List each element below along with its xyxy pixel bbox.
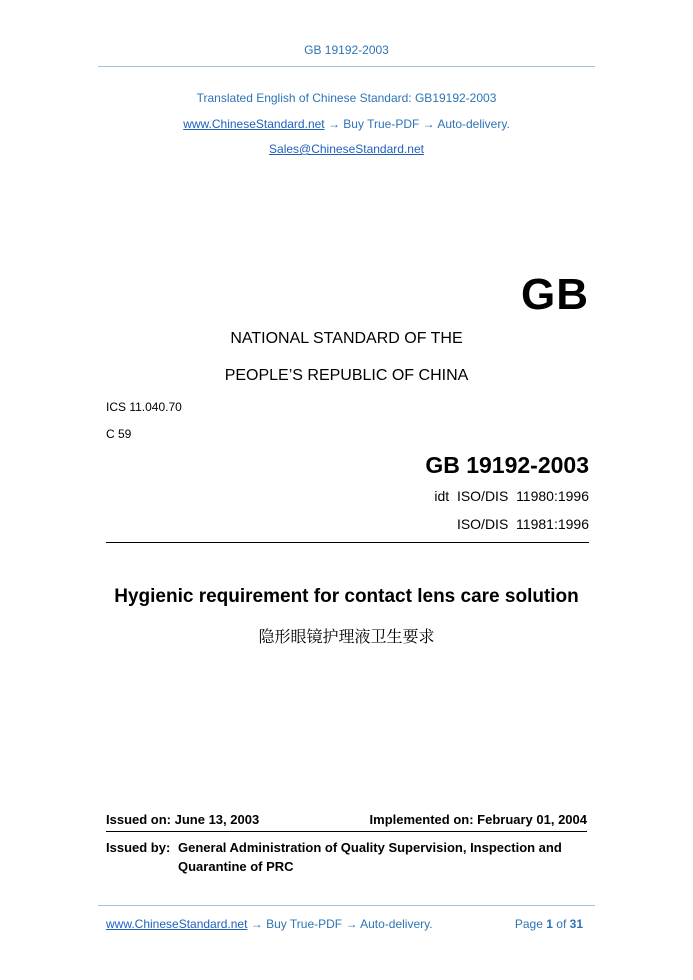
header-site-link[interactable]: www.ChineseStandard.net <box>183 117 325 131</box>
idt-line-1: idt ISO/DIS 11980:1996 <box>434 488 589 504</box>
national-standard-line1: NATIONAL STANDARD OF THE <box>230 330 463 347</box>
page-total: 31 <box>569 917 583 931</box>
page-of: of <box>556 917 567 931</box>
sales-email-link[interactable]: Sales@ChineseStandard.net <box>269 142 424 156</box>
implemented-on: Implemented on: February 01, 2004 <box>369 812 587 827</box>
ics-code: ICS 11.040.70 <box>106 400 182 414</box>
idt-line-2: ISO/DIS 11981:1996 <box>456 516 589 532</box>
footer-link-line <box>106 917 433 931</box>
gb-mark: GB <box>521 270 589 319</box>
header-rule <box>98 66 595 67</box>
running-header: GB 19192-2003 <box>304 43 389 57</box>
footer-buy-text: → Buy True-PDF → Auto-delivery. <box>247 917 433 931</box>
issued-by-line-2: Quarantine of PRC <box>178 859 294 874</box>
page-label: Page <box>514 917 543 931</box>
issue-rule <box>106 831 587 832</box>
email-line <box>0 142 693 156</box>
footer-rule <box>98 905 595 906</box>
standard-number-rule <box>106 542 589 543</box>
title-english: Hygienic requirement for contact lens care solution <box>114 586 579 607</box>
issued-on: Issued on: June 13, 2003 <box>106 812 260 827</box>
page-current: 1 <box>546 917 553 931</box>
issued-by-label: Issued by: <box>106 840 171 855</box>
ccs-code: C 59 <box>106 427 132 441</box>
page-indicator <box>515 917 583 931</box>
title-chinese: 隐形眼镜护理液卫生要求 <box>258 627 435 646</box>
standard-number: GB 19192-2003 <box>425 452 589 478</box>
header-link-line <box>0 117 693 131</box>
translation-note: Translated English of Chinese Standard: GB19192-2003 <box>196 91 497 105</box>
footer-site-link[interactable]: www.ChineseStandard.net <box>106 917 248 931</box>
header-buy-text: → Buy True-PDF → Auto-delivery. <box>324 117 510 131</box>
national-standard-line2: PEOPLE’S REPUBLIC OF CHINA <box>224 367 469 384</box>
issued-by-line-1: General Administration of Quality Supervision, Inspection and <box>178 840 562 855</box>
